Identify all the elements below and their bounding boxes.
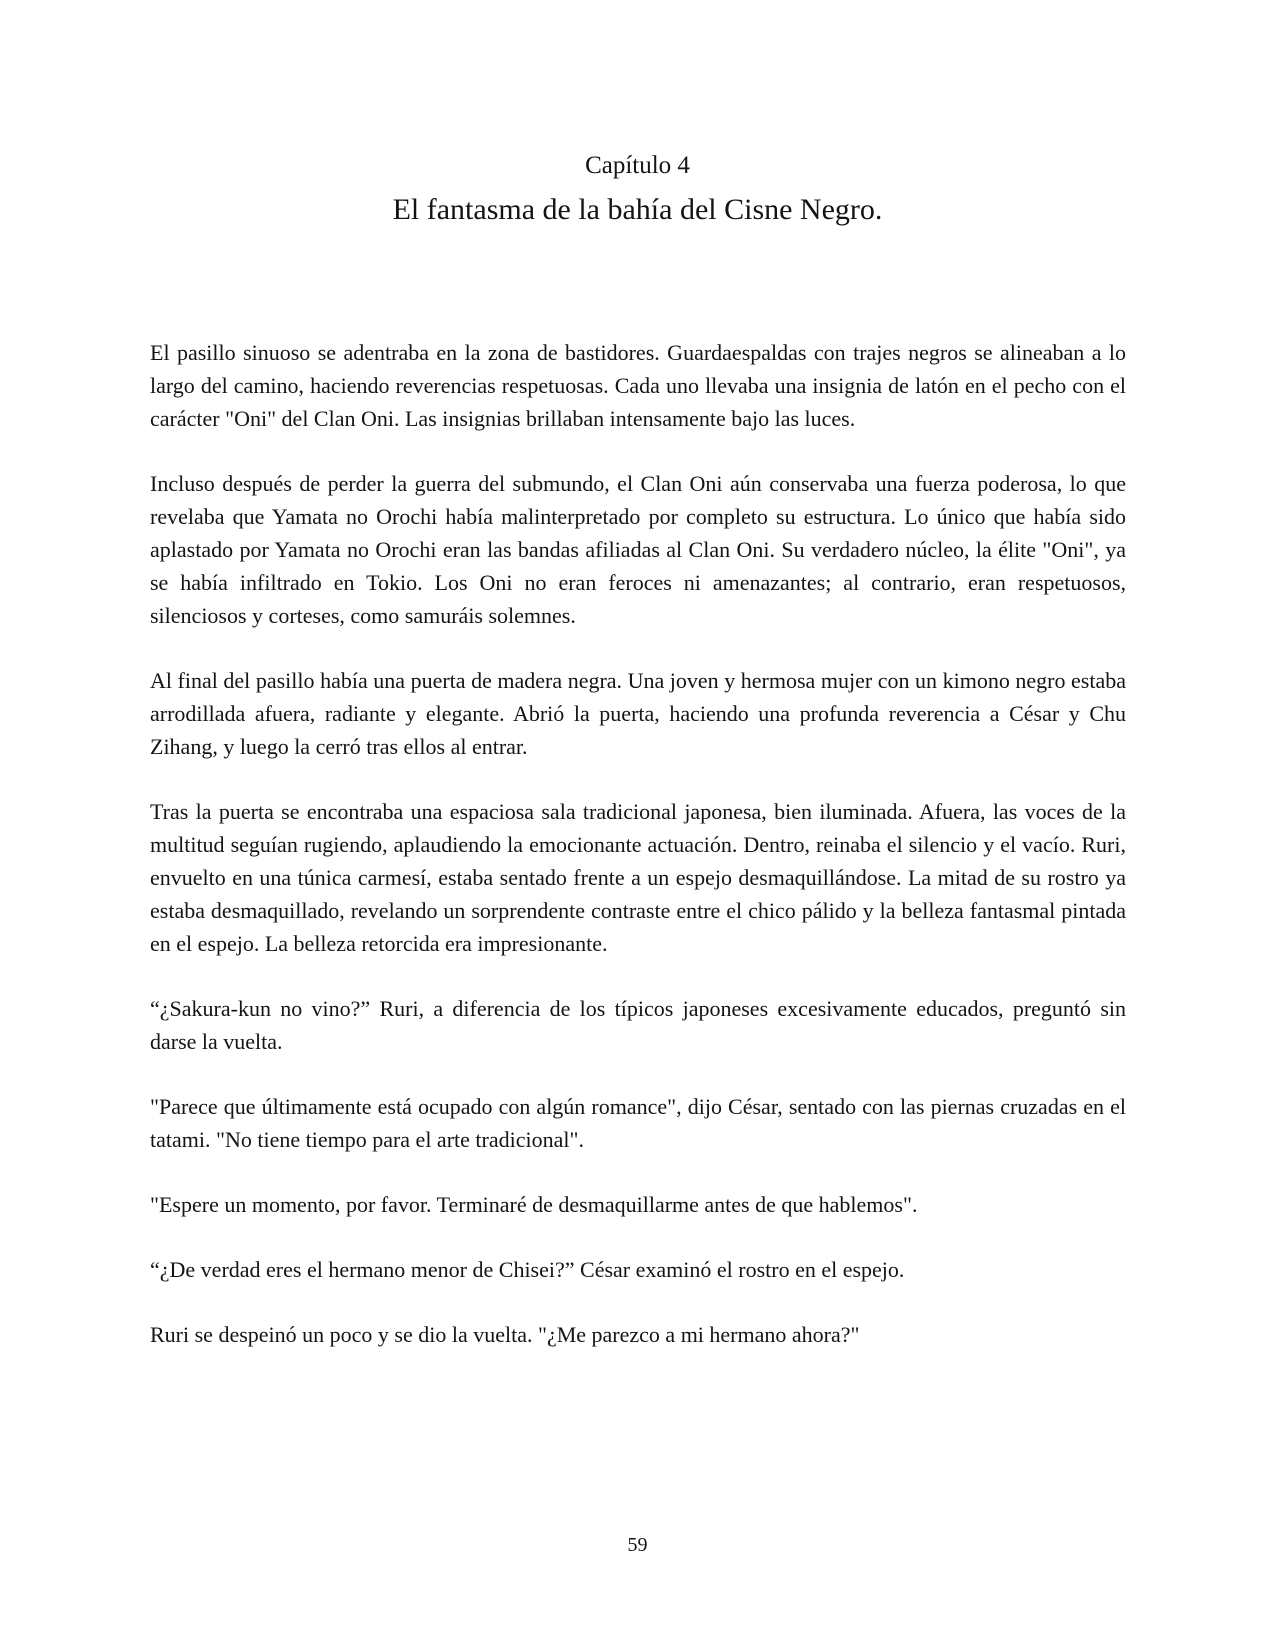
paragraph: El pasillo sinuoso se adentraba en la zona de bastidores. Guardaespaldas con trajes negros se alineaban a lo largo del camino, haciendo reverencias respetuosas. Cada uno llevaba una insignia de latón en el pecho con el carácter "Oni" del Clan Oni. Las insignias brillaban intensamente bajo las luces. bbox=[150, 340, 1126, 431]
paragraph: Al final del pasillo había una puerta de madera negra. Una joven y hermosa mujer con un kimono negro estaba arrodillada afuera, radiante y elegante. Abrió la puerta, haciendo una profunda reverencia a César y Chu Zihang, y luego la cerró tras ellos al entrar. bbox=[150, 668, 1126, 759]
paragraph: "Parece que últimamente está ocupado con algún romance", dijo César, sentado con las piernas cruzadas en el tatami. "No tiene tiempo para el arte tradicional". bbox=[150, 1094, 1126, 1152]
chapter-number: Capítulo 4 bbox=[585, 152, 690, 179]
paragraph: Incluso después de perder la guerra del submundo, el Clan Oni aún conservaba una fuerza poderosa, lo que revelaba que Yamata no Orochi había malinterpretado por completo su estructura. Lo único que había sido aplastado por Yamata no Orochi eran las bandas afiliadas al Clan Oni. Su verdadero núcleo, la élite "Oni", ya se había infiltrado en Tokio. Los Oni no eran feroces ni amenazantes; al contrario, eran respetuosos, silenciosos y corteses, como samuráis solemnes. bbox=[150, 471, 1126, 628]
paragraph: Tras la puerta se encontraba una espaciosa sala tradicional japonesa, bien iluminada. Afuera, las voces de la multitud seguían rugiendo, aplaudiendo la emocionante actuación. Dentro, reinaba el silencio y el vacío. Ruri, envuelto en una túnica carmesí, estaba sentado frente a un espejo desmaquillándose. La mitad de su rostro ya estaba desmaquillado, revelando un sorprendente contraste entre el chico pálido y la belleza fantasmal pintada en el espejo. La belleza retorcida era impresionante. bbox=[150, 799, 1126, 956]
paragraph: “¿De verdad eres el hermano menor de Chisei?” César examinó el rostro en el espejo. bbox=[150, 1257, 905, 1282]
chapter-title: El fantasma de la bahía del Cisne Negro. bbox=[392, 193, 883, 226]
page-number: 59 bbox=[627, 1534, 648, 1556]
chapter-body bbox=[150, 336, 1126, 1383]
paragraph: "Espere un momento, por favor. Terminaré de desmaquillarme antes de que hablemos". bbox=[150, 1192, 918, 1217]
paragraph: “¿Sakura-kun no vino?” Ruri, a diferencia de los típicos japoneses excesivamente educados, preguntó sin darse la vuelta. bbox=[150, 996, 1126, 1054]
paragraph: Ruri se despeinó un poco y se dio la vuelta. "¿Me parezco a mi hermano ahora?" bbox=[150, 1322, 860, 1347]
